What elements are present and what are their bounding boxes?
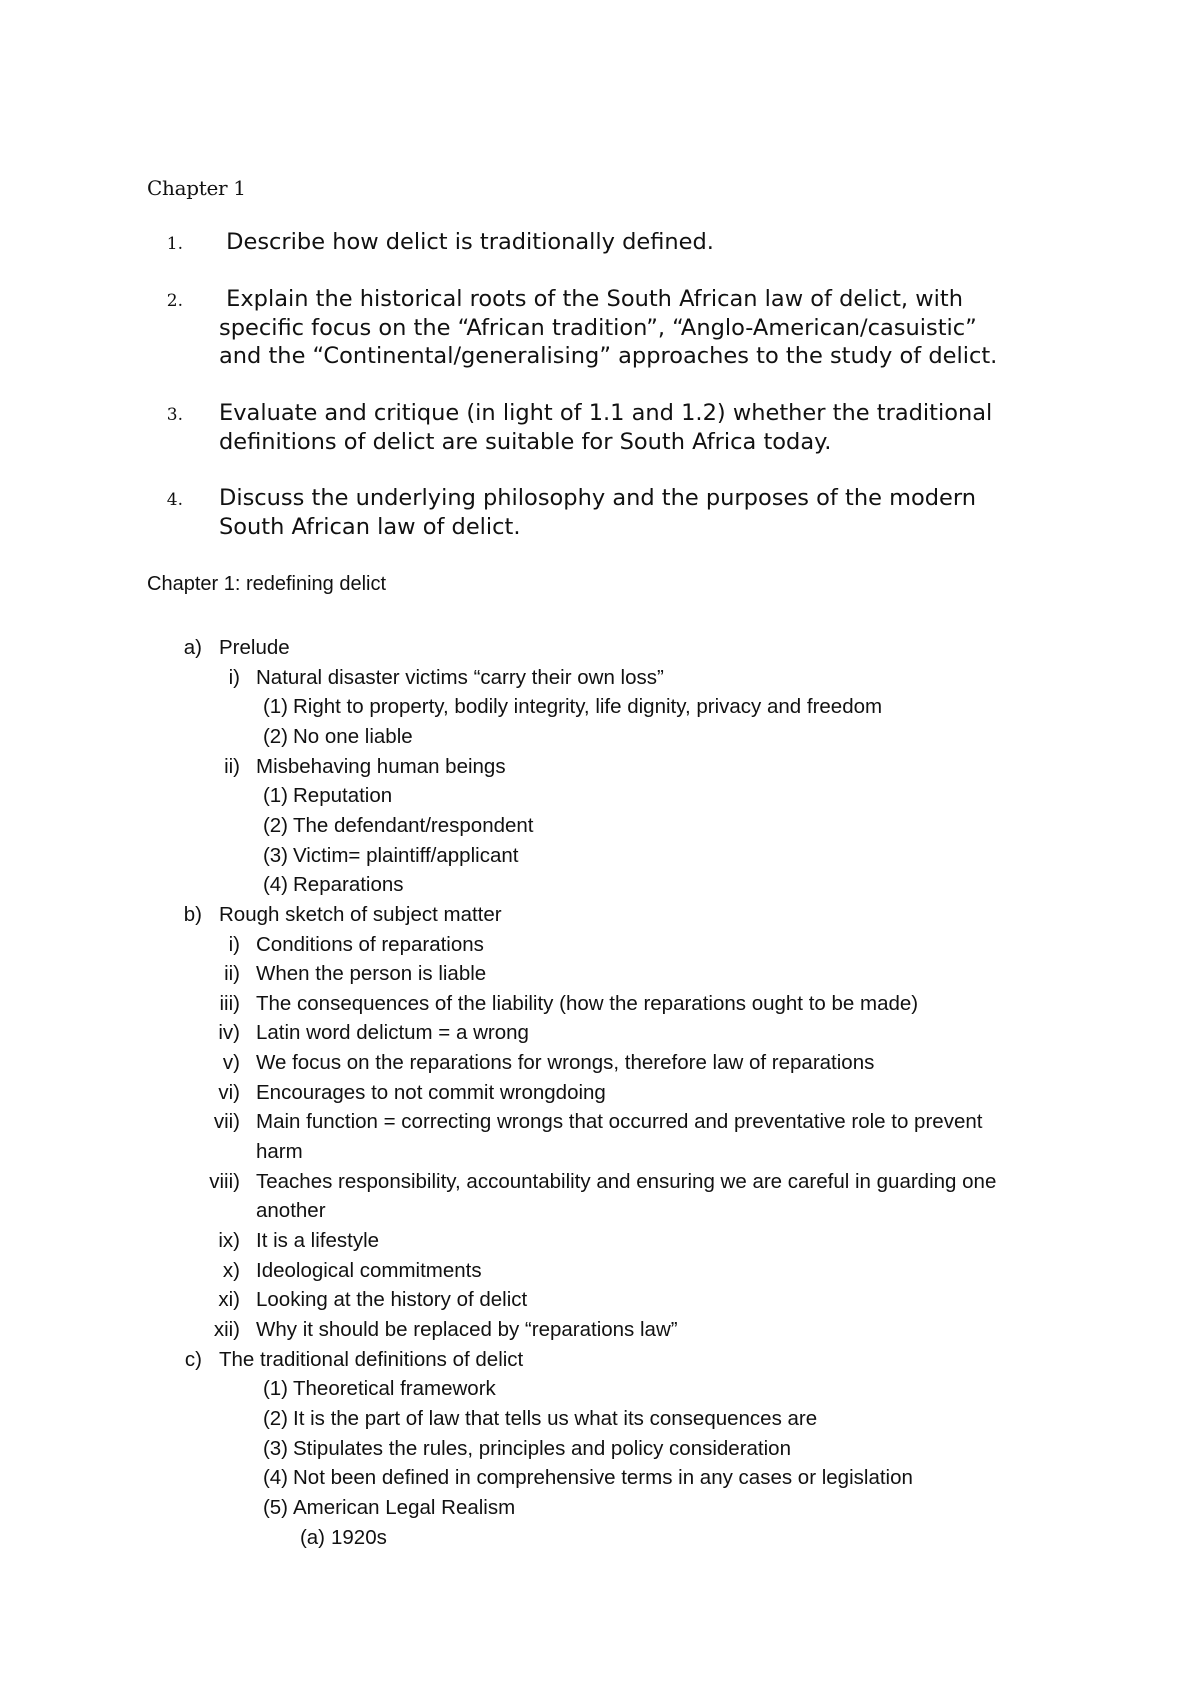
question-line: Explain the historical roots of the South African law of delict, with <box>219 286 963 312</box>
outline-marker: (1) <box>262 695 288 719</box>
outline-marker: (1) <box>262 1377 288 1401</box>
outline-marker: xi) <box>218 1288 240 1312</box>
outline-text: No one liable <box>293 724 413 748</box>
outline-text: Encourages to not commit wrongdoing <box>256 1080 606 1104</box>
outline-text: Stipulates the rules, principles and policy consideration <box>293 1436 791 1460</box>
question-number: 2. <box>166 291 183 311</box>
question-line: Evaluate and critique (in light of 1.1 and 1.2) whether the traditional <box>219 400 993 426</box>
question-text <box>219 484 1139 541</box>
question-text <box>219 228 1139 257</box>
outline-marker: iii) <box>219 991 240 1015</box>
outline-marker: b) <box>183 902 202 926</box>
outline-marker: v) <box>222 1051 240 1075</box>
outline-text: Teaches responsibility, accountability and ensuring we are careful in guarding one <box>256 1169 997 1193</box>
question-text <box>219 285 1139 371</box>
outline-marker: (1) <box>262 784 288 808</box>
question-number: 4. <box>166 490 183 510</box>
question-text <box>219 399 1139 456</box>
outline-text: Right to property, bodily integrity, life dignity, privacy and freedom <box>293 695 883 719</box>
outline-marker: c) <box>184 1347 202 1371</box>
outline-text: Main function = correcting wrongs that occurred and preventative role to prevent <box>256 1110 983 1134</box>
outline-text: It is a lifestyle <box>256 1229 380 1252</box>
question-number: 1. <box>166 234 183 254</box>
outline-text: The consequences of the liability (how the reparations ought to be made) <box>256 991 919 1015</box>
outline-text: 1920s <box>331 1525 387 1549</box>
outline-text: American Legal Realism <box>293 1495 516 1519</box>
question-number: 3. <box>166 405 183 425</box>
outline-marker: x) <box>222 1258 240 1282</box>
outline-text: another <box>256 1199 326 1223</box>
outline-marker: (4) <box>262 873 288 897</box>
outline-marker: xii) <box>213 1317 240 1341</box>
question-line: and the “Continental/generalising” approaches to the study of delict. <box>219 343 998 369</box>
outline-text: Ideological commitments <box>256 1258 482 1282</box>
question-line: specific focus on the “African tradition”, “Anglo-American/casuistic” <box>219 314 977 341</box>
outline-marker: ii) <box>224 754 240 778</box>
outline-marker: viii) <box>209 1169 240 1193</box>
outline-marker: i) <box>228 932 240 956</box>
outline-text: Reparations <box>293 873 404 897</box>
question-line: definitions of delict are suitable for South Africa today. <box>219 428 832 455</box>
outline-text: Not been defined in comprehensive terms in any cases or legislation <box>293 1466 913 1490</box>
chapter-heading: Chapter 1 <box>147 176 246 200</box>
outline-text: Conditions of reparations <box>256 932 484 956</box>
outline-text: Misbehaving human beings <box>256 754 506 778</box>
outline-marker: (5) <box>262 1495 288 1519</box>
outline-marker: vii) <box>213 1110 240 1134</box>
outline-text: Natural disaster victims “carry their own loss” <box>256 665 664 689</box>
outline-marker: (a) <box>299 1525 325 1549</box>
section-heading: Chapter 1: redefining delict <box>147 573 387 595</box>
outline-text: Rough sketch of subject matter <box>219 902 502 926</box>
outline-marker: (3) <box>262 1436 288 1460</box>
outline-marker: ii) <box>224 962 240 986</box>
outline-text: It is the part of law that tells us what its consequences are <box>293 1406 818 1430</box>
outline-text: The traditional definitions of delict <box>219 1347 524 1371</box>
outline-text: When the person is liable <box>256 962 487 986</box>
outline-text: Reputation <box>293 784 393 808</box>
outline-text: Latin word delictum = a wrong <box>256 1021 529 1045</box>
outline-text: harm <box>256 1140 303 1164</box>
outline-marker: iv) <box>218 1021 240 1045</box>
outline-marker: vi) <box>218 1080 240 1104</box>
outline-text: Victim= plaintiff/applicant <box>293 843 519 867</box>
outline-text: Looking at the history of delict <box>256 1288 528 1312</box>
outline-text: Why it should be replaced by “reparations law” <box>256 1317 678 1341</box>
question-line: South African law of delict. <box>219 513 521 540</box>
outline-marker: (3) <box>262 843 288 867</box>
question-line: Describe how delict is traditionally defined. <box>219 229 714 255</box>
outline-marker: ix) <box>218 1229 240 1252</box>
outline-marker: i) <box>228 665 240 689</box>
outline-marker: (4) <box>262 1466 288 1490</box>
outline-text: The defendant/respondent <box>293 813 534 837</box>
outline-text: We focus on the reparations for wrongs, therefore law of reparations <box>256 1051 875 1075</box>
question-line: Discuss the underlying philosophy and the purposes of the modern <box>219 485 977 511</box>
outline-text: Prelude <box>219 636 290 659</box>
outline-marker: (2) <box>262 724 288 748</box>
outline-marker: (2) <box>262 1406 288 1430</box>
outline-marker: (2) <box>262 813 288 837</box>
outline-marker: a) <box>183 636 202 659</box>
outline-text: Theoretical framework <box>293 1377 496 1401</box>
